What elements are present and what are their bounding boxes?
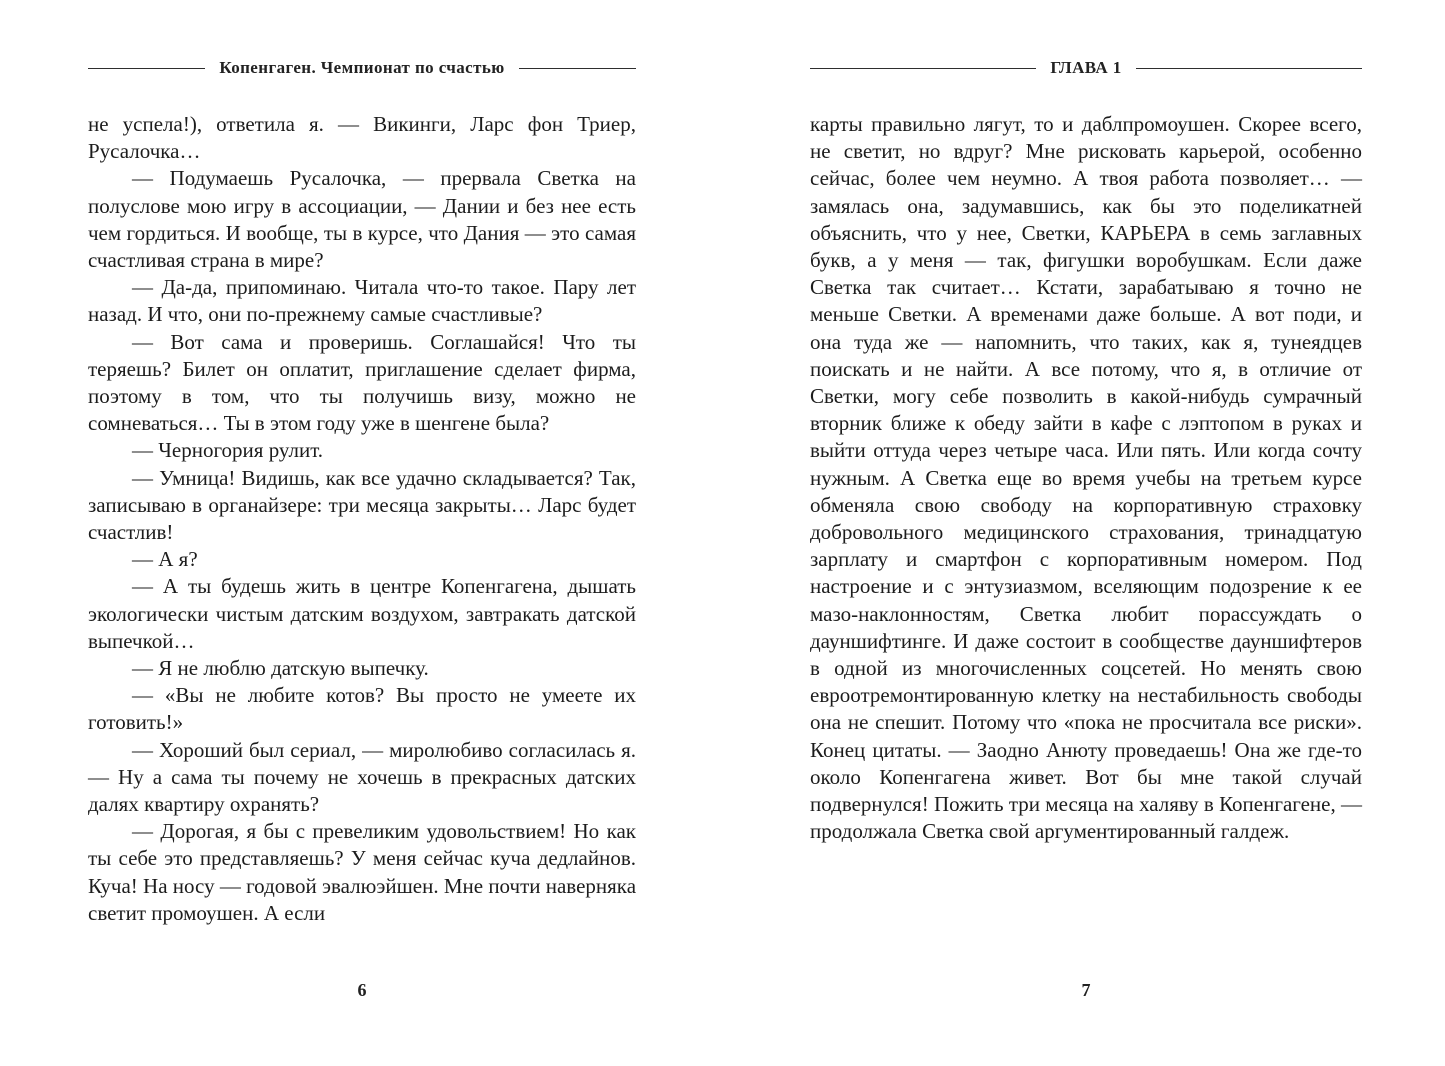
paragraph: — Умница! Видишь, как все удачно складывается? Так, записываю в органайзере: три месяца закрыты… Ларс будет счастлив!: [88, 465, 636, 545]
paragraph: — А я?: [132, 547, 198, 572]
header-rule-right: [1136, 68, 1362, 69]
header-rule-left: [88, 68, 205, 69]
running-head-right: [810, 58, 1362, 78]
header-rule-left: [810, 68, 1036, 69]
page-right: [810, 58, 1362, 1028]
paragraph: — Дорогая, я бы с превеликим удовольствием! Но как ты себе это представляешь? У меня сейчас куча дедлайнов. Куча! На носу — годовой эвалюэйшен. Мне почти наверняка светит промоушен. А если: [88, 819, 637, 925]
paragraph: — Хороший был сериал, — миролюбиво согласилась я. — Ну а сама ты почему не хочешь в прекрасных датских далях квартиру охранять?: [88, 737, 636, 817]
page-body-left: [88, 111, 636, 927]
paragraph: — «Вы не любите котов? Вы просто не умеете их готовить!»: [88, 683, 636, 735]
running-head-left: [88, 58, 636, 78]
paragraph: — А ты будешь жить в центре Копенгагена, дышать экологически чистым датским воздухом, завтракать датской выпечкой…: [88, 574, 636, 653]
page-number-right: 7: [1081, 980, 1091, 1000]
paragraph: — Я не люблю датскую выпечку.: [132, 656, 429, 681]
paragraph: — Вот сама и проверишь. Соглашайся! Что ты теряешь? Билет он оплатит, приглашение сделает фирма, поэтому в том, что ты получишь визу, можно не сомневаться… Ты в этом году уже в шенгене была?: [88, 329, 636, 436]
paragraph: — Подумаешь Русалочка, — прервала Светка на полуслове мою игру в ассоциации, — Дании и без нее есть чем гордиться. И вообще, ты в курсе, что Дания — это самая счастливая страна в мире?: [88, 166, 636, 273]
book-title-running-head: Копенгаген. Чемпионат по счастью: [219, 58, 505, 77]
paragraph: — Да-да, припоминаю. Читала что-то такое. Пару лет назад. И что, они по-прежнему самые счастливые?: [88, 275, 636, 327]
page-number-left: 6: [357, 980, 367, 1000]
header-rule-right: [519, 68, 636, 69]
page-left: [88, 58, 636, 1028]
paragraph: — Черногория рулит.: [132, 438, 324, 463]
page-body-right: [810, 111, 1362, 845]
paragraph: карты правильно лягут, то и даблпромоушен. Скорее всего, не светит, но вдруг? Мне рисковать карьерой, особенно сейчас, более чем неумно. А твоя работа позволяет… — замялась она, задумавшись, как бы это поделикатней объяснить, что у нее, Светки, КАРЬЕРА в семь заглавных букв, а у меня — так, фигушки воробушкам. Если даже Светка так считает… Кстати, зарабатываю я точно не меньше Светки. А временами даже больше. А вот поди, и она туда же — напомнить, что таких, как я, тунеядцев поискать и не найти. А все потому, что я, в отличие от Светки, могу себе позволить в какой-нибудь сумрачный вторник ближе к обеду зайти в кафе с лэптопом в руках и выйти оттуда через четыре часа. Или пять. Или когда сочту нужным. А Светка еще во время учебы на третьем курсе обменяла свою свободу на корпоративную страховку добровольного медицинского страхования, тринадцатую зарплату и смартфон с корпоративным номером. Под настроение и с энтузиазмом, вселяющим подозрение к ее мазо-наклонностям, Светка любит порассуждать о дауншифтинге. И даже состоит в сообществе дауншифтеров в одной из многочисленных соцсетей. Но менять свою евроотремонтированную клетку на нестабильность свободы она не спешит. Потому что «пока не просчитала все риски». Конец цитаты. — Заодно Анюту проведаешь! Она же где-то около Копенгагена живет. Вот бы мне такой случай подвернулся! Пожить три месяца на халяву в Копенгагене, — продолжала Светка свой аргументированный галдеж.: [810, 112, 1362, 844]
chapter-running-head: ГЛАВА 1: [1050, 58, 1122, 77]
paragraph: не успела!), ответила я. — Викинги, Ларс фон Триер, Русалочка…: [88, 112, 636, 164]
